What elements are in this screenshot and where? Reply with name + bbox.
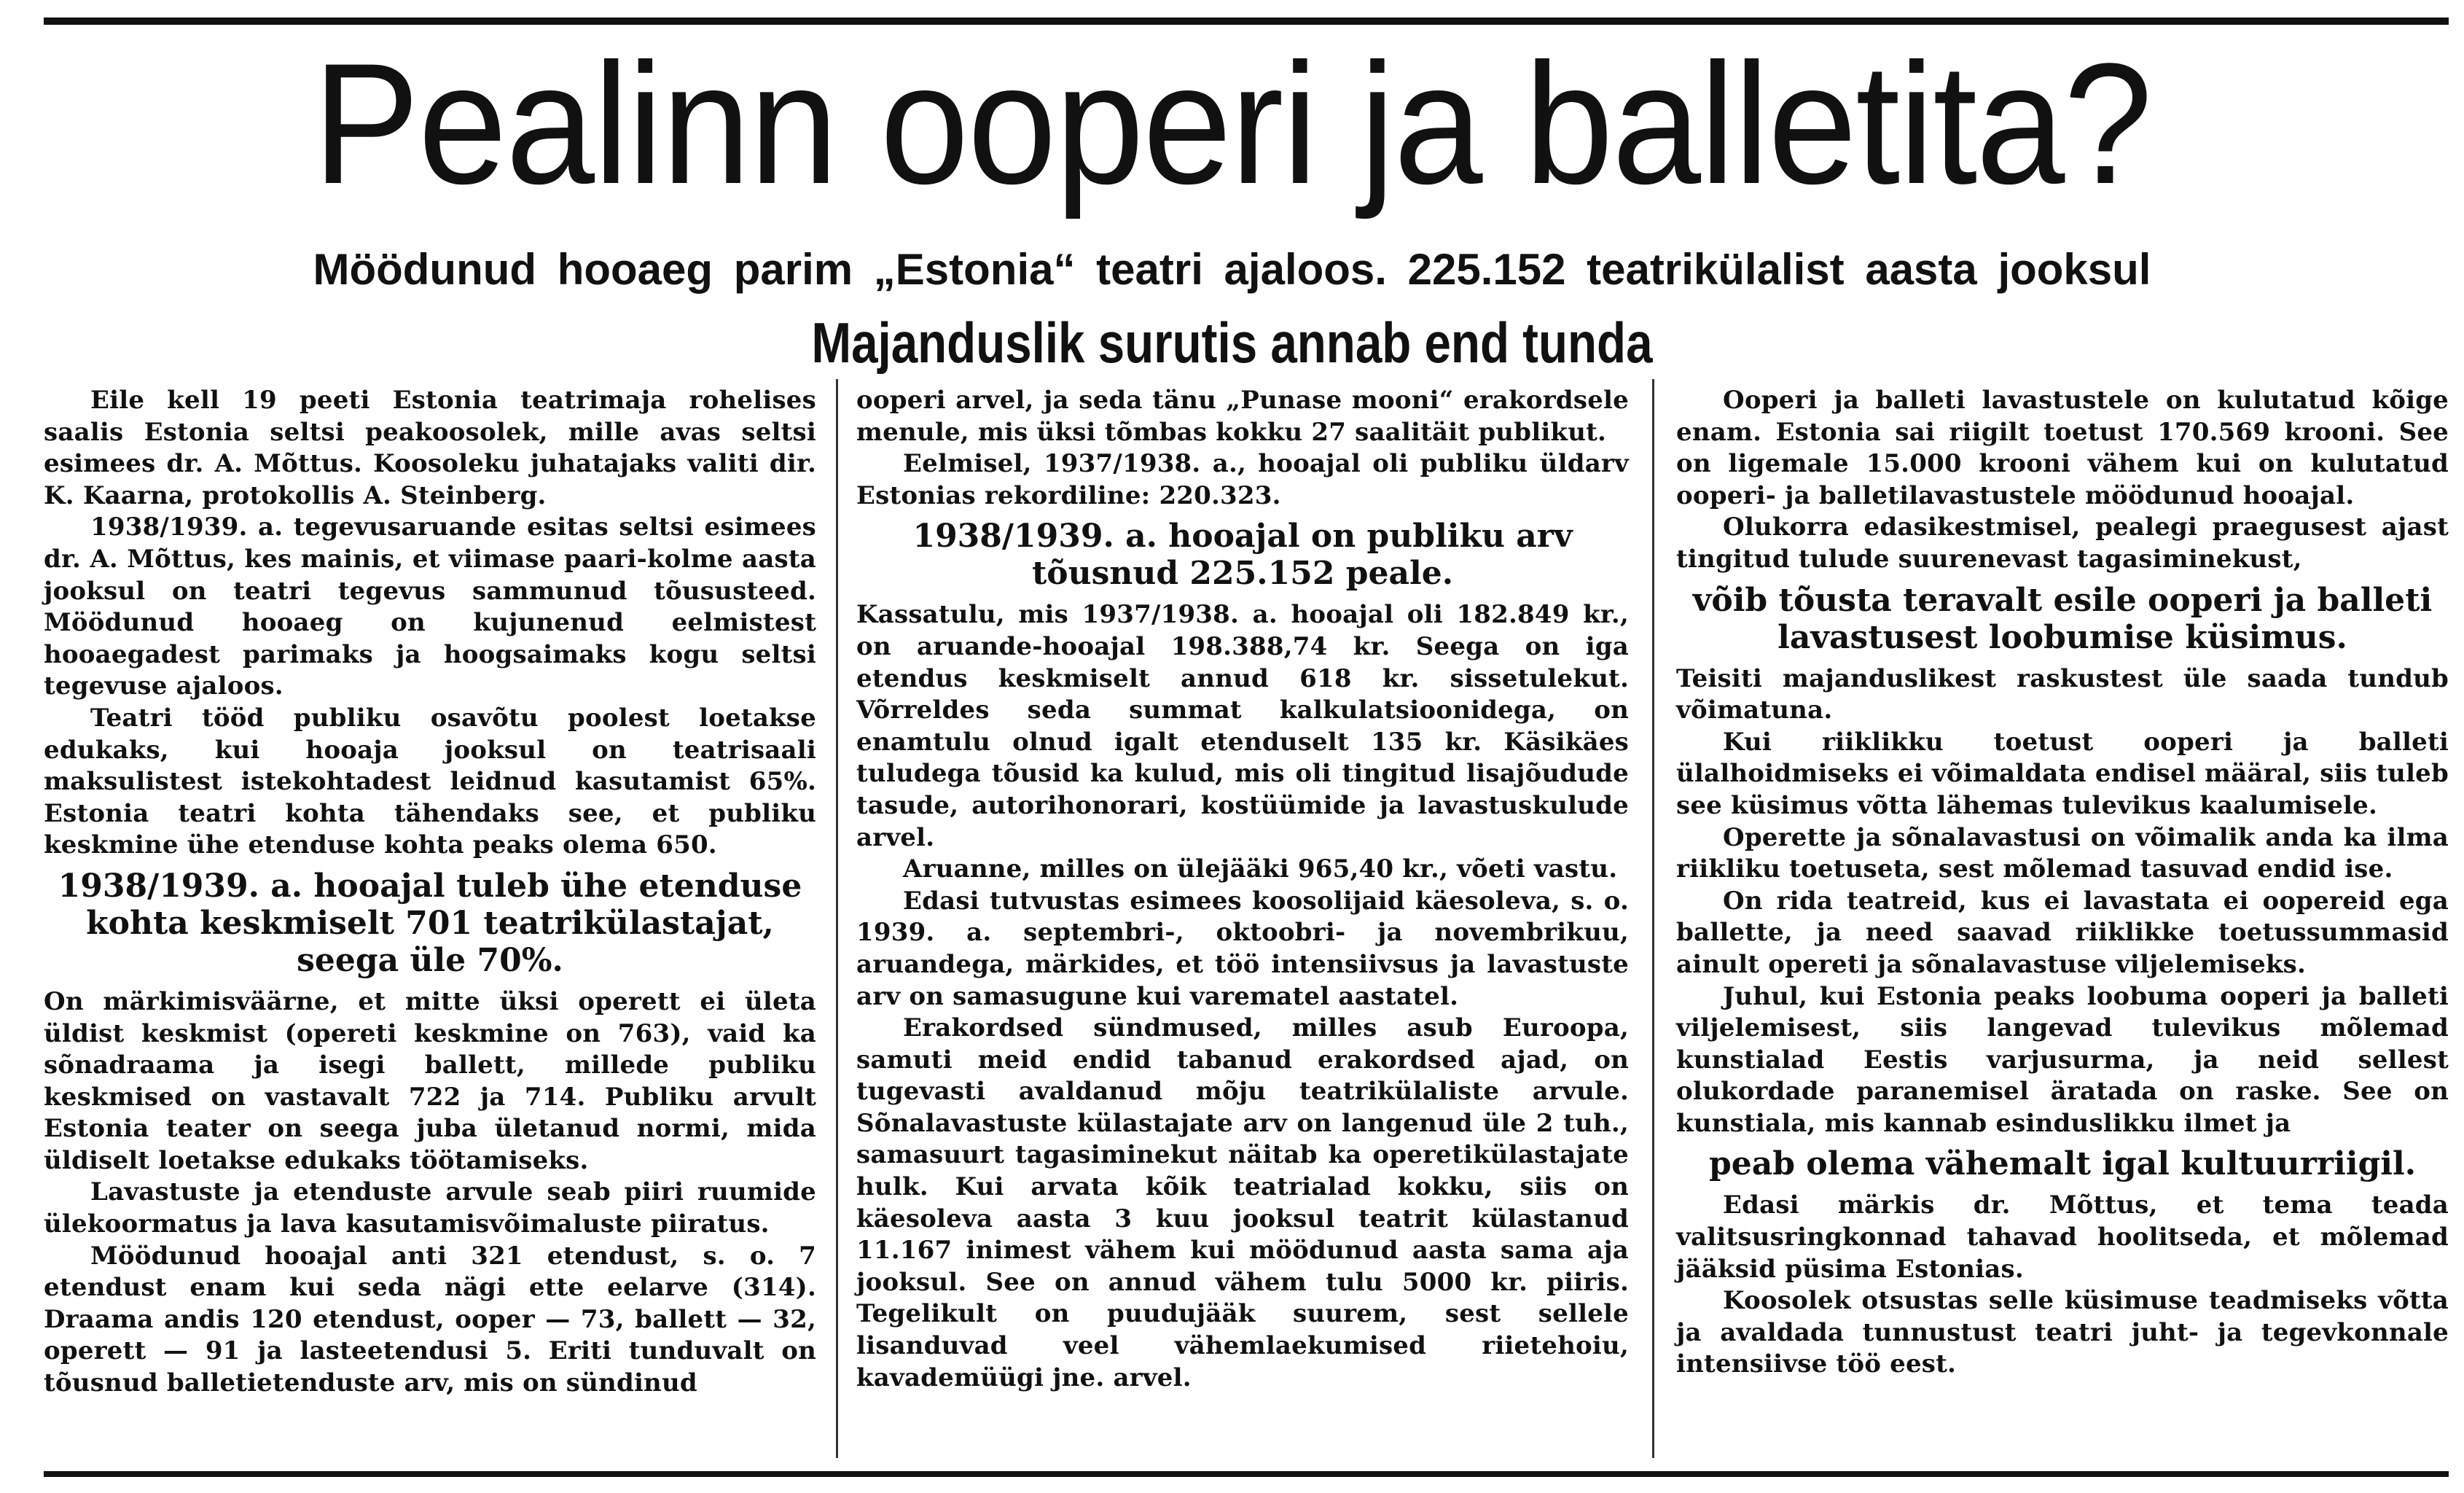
paragraph: Operette ja sõnalavastusi on võimalik anda ka ilma riikliku toetuseta, sest mõlemad tasuvad endid ise. bbox=[1676, 822, 2449, 884]
paragraph: 1938/1939. a. tegevusaruande esitas seltsi esimees dr. A. Mõttus, kes mainis, et viimase paari-kolme aasta jooksul on teatri tegevus sammunud tõususteed. Möödunud hooaeg on kujunenud eelmistest hooaegadest parimaks ja hoogsaimaks kogu seltsi tegevuse ajaloos. bbox=[44, 512, 816, 701]
paragraph: Kassatulu, mis 1937/1938. a. hooajal oli 182.849 kr., on aruande-hooajal 198.388,74 kr. Seega on iga etendus keskmiselt annud 618 kr. sissetulekut. Võrreldes seda summat kalkulatsioonidega, on enamtulu olnud igalt etenduselt 135 kr. Käsikäes tuludega tõusid ka kulud, mis oli tingitud lisajõudude tasude, autorihonorari, kostüümide ja lavastuskulude arvel. bbox=[856, 600, 1629, 852]
paragraph: On märkimisväärne, et mitte üksi operett ei ületa üldist keskmist (opereti keskmine on 763), vaid ka sõnadraama ja isegi ballett, millede publiku keskmised on vastavalt 722 ja 714. Publiku arvult Estonia teater on seega juba ületanud normi, mida üldiselt loetakse edukaks töötamiseks. bbox=[44, 986, 816, 1175]
paragraph: Edasi märkis dr. Mõttus, et tema teada valitsusringkonnad tahavad hoolitseda, et mõlemad jääksid püsima Estonias. bbox=[1676, 1190, 2449, 1284]
paragraph: Erakordsed sündmused, milles asub Euroopa, samuti meid endid tabanud erakordsed ajad, on tugevasti avaldanud mõju teatrikülaliste arvule. Sõnalavastuste külastajate arv on langenud üle 2 tuh., samasuurt tagasiminekut näitab ka operetikülastajate hulk. Kui arvata kõik teatrialad kokku, siis on käesoleva aasta 3 kuu jooksul teatrit külastanud 11.167 inimest vähem kui möödunud aasta sama aja jooksul. See on annud vähem tulu 5000 kr. piiris. Tegelikult on puudujääk suurem, sest sellele lisanduvad veel vähemlaekumised riietehoiu, kavademüügi jne. arvel. bbox=[856, 1013, 1629, 1392]
paragraph: Edasi tutvustas esimees koosolijaid käesoleva, s. o. 1939. a. septembri-, oktoobri- ja novembrikuu, aruandega, märkides, et töö intensiivsus ja lavastuste arv on samasugune kui varematel aastatel. bbox=[856, 886, 1629, 1011]
secondary-subheadline: Majanduslik surutis annab end tunda bbox=[811, 311, 1653, 375]
paragraph: Olukorra edasikestmisel, pealegi praegusest ajast tingitud tulude suurenevast tagasiminekust, bbox=[1676, 512, 2449, 574]
section-heading: 1938/1939. a. hooajal tuleb ühe etenduse kohta keskmiselt 701 teatrikülastajat, seega üle 70%. bbox=[58, 867, 802, 979]
article-column-1 bbox=[44, 385, 816, 1400]
paragraph: Eelmisel, 1937/1938. a., hooajal oli publiku üldarv Estonias rekordiline: 220.323. bbox=[856, 449, 1629, 510]
paragraph: Kui riiklikku toetust ooperi ja balleti ülalhoidmiseks ei võimaldata endisel määral, siis tuleb see küsimus võtta lähemas tulevikus kaalumisele. bbox=[1676, 727, 2449, 820]
paragraph: On rida teatreid, kus ei lavastata ei oopereid ega ballette, ja need saavad riiklikke toetussummasid ainult opereti ja sõnalavastuse viljelemiseks. bbox=[1676, 886, 2449, 979]
paragraph: ooperi arvel, ja seda tänu „Punase mooni“ erakordsele menule, mis üksi tõmbas kokku 27 saalitäit publikut. bbox=[856, 386, 1629, 447]
section-heading: peab olema vähemalt igal kultuurriigil. bbox=[1708, 1145, 2417, 1183]
section-heading: võib tõusta teravalt esile ooperi ja balleti lavastusest loobumise küsimus. bbox=[1692, 581, 2433, 656]
paragraph: Ooperi ja balleti lavastustele on kulutatud kõige enam. Estonia sai riigilt toetust 170.569 krooni. See on ligemale 15.000 krooni vähem kui on kulutatud ooperi- ja balletilavastustele möödunud hooajal. bbox=[1676, 386, 2449, 510]
paragraph: Eile kell 19 peeti Estonia teatrimaja rohelises saalis Estonia seltsi peakoosolek, mille avas seltsi esimees dr. A. Mõttus. Koosoleku juhatajaks valiti dir. K. Kaarna, protokollis A. Steinberg. bbox=[44, 386, 816, 510]
subheadline: Möödunud hooaeg parim „Estonia“ teatri ajaloos. 225.152 teatrikülalist aasta jooksul bbox=[313, 245, 2151, 294]
headline: Pealinn ooperi ja balletita? bbox=[313, 28, 2151, 220]
top-rule bbox=[44, 17, 2449, 25]
paragraph: Teatri tööd publiku osavõtu poolest loetakse edukaks, kui hooaja jooksul on teatrisaali maksulistest istekohtadest leidnud kasutamist 65%. Estonia teatri kohta tähendaks see, et publiku keskmine ühe etenduse kohta peaks olema 650. bbox=[44, 703, 816, 860]
paragraph: Lavastuste ja etenduste arvule seab piiri ruumide ülekoormatus ja lava kasutamisvõimaluste piiratus. bbox=[44, 1177, 816, 1239]
paragraph: Teisiti majanduslikest raskustest üle saada tundub võimatuna. bbox=[1676, 663, 2449, 725]
column-rule-2 bbox=[1652, 379, 1654, 1458]
paragraph: Juhul, kui Estonia peaks loobuma ooperi ja balleti viljelemisest, siis langevad tulevikus mõlemad kunstialad Eestis varjusurma, ja neid sellest olukordade paranemisel äratada on raske. See on kunstiala, mis kannab esinduslikku ilmet ja bbox=[1676, 981, 2449, 1138]
paragraph: Möödunud hooajal anti 321 etendust, s. o. 7 etendust enam kui seda nägi ette eelarve (314). Draama andis 120 etendust, ooper — 73, ballett — 32, operett — 91 ja lasteetendusi 5. Eriti tunduvalt on tõusnud balletietenduste arv, mis on sündinud bbox=[44, 1241, 816, 1398]
column-rule-1 bbox=[836, 379, 838, 1458]
bottom-rule bbox=[44, 1471, 2449, 1477]
section-heading: 1938/1939. a. hooajal on publiku arv tõusnud 225.152 peale. bbox=[912, 518, 1573, 593]
article-column-3 bbox=[1676, 385, 2449, 1381]
article-column-2 bbox=[856, 385, 1629, 1394]
paragraph: Aruanne, milles on ülejääki 965,40 kr., võeti vastu. bbox=[903, 854, 1618, 884]
paragraph: Koosolek otsustas selle küsimuse teadmiseks võtta ja avaldada tunnustust teatri juht- ja tegevkonnale intensiivse töö eest. bbox=[1676, 1286, 2449, 1379]
